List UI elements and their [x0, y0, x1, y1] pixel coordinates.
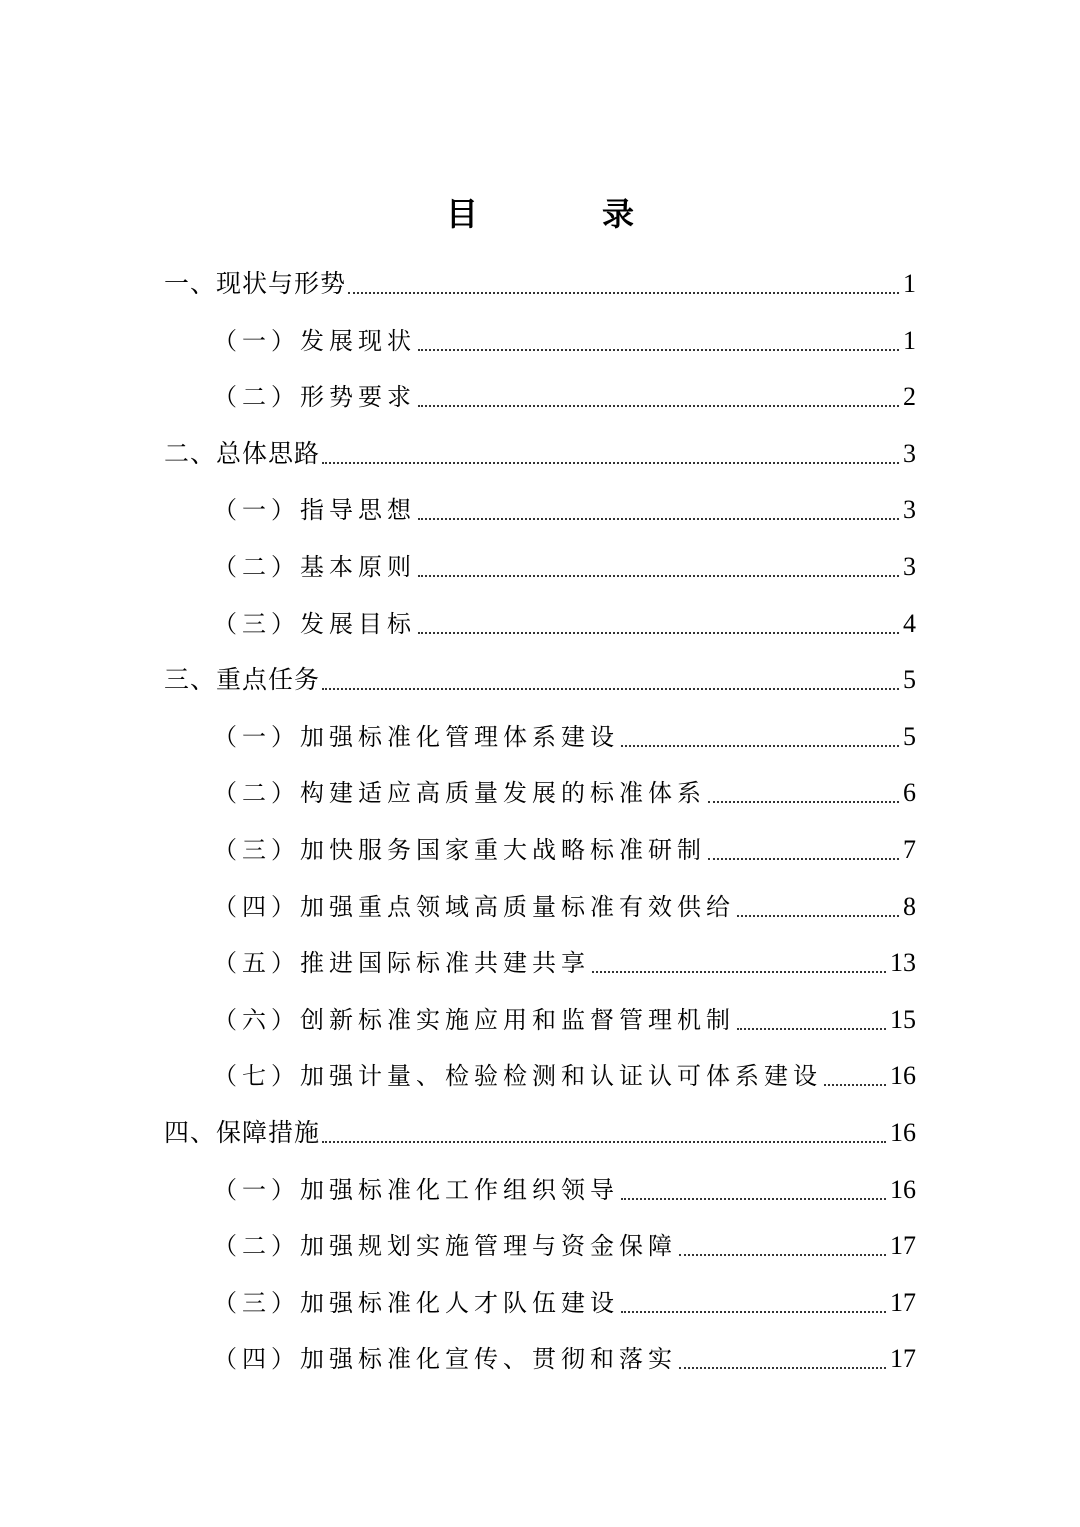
- toc-entry-label: （四）加强标准化宣传、贯彻和落实: [213, 1345, 677, 1374]
- toc-dot-leader: [418, 349, 899, 351]
- toc-subsection-entry[interactable]: [213, 885, 916, 929]
- toc-entry-label: （一）指导思想: [213, 496, 416, 525]
- toc-dot-leader: [418, 575, 899, 577]
- toc-dot-leader: [418, 405, 899, 407]
- toc-page-number: 17: [890, 1287, 916, 1317]
- toc-page-number: 17: [890, 1231, 916, 1261]
- toc-section-entry[interactable]: [164, 1111, 916, 1155]
- toc-entry-label: （二）构建适应高质量发展的标准体系: [213, 779, 706, 808]
- toc-page-number: 7: [903, 835, 916, 864]
- toc-subsection-entry[interactable]: [213, 488, 916, 532]
- toc-subsection-entry[interactable]: [213, 602, 916, 646]
- toc-subsection-entry[interactable]: [213, 771, 916, 815]
- toc-entry-label: （一）加强标准化管理体系建设: [213, 722, 619, 751]
- toc-dot-leader: [737, 915, 899, 917]
- toc-entry-label: （二）基本原则: [213, 553, 416, 581]
- toc-entry-label: （三）发展目标: [213, 609, 416, 638]
- toc-entry-label: （七）加强计量、检验检测和认证认可体系建设: [213, 1062, 822, 1091]
- toc-dot-leader: [322, 462, 899, 464]
- toc-dot-leader: [322, 688, 899, 690]
- toc-entry-label: （二）加强规划实施管理与资金保障: [213, 1232, 677, 1261]
- toc-dot-leader: [708, 858, 899, 860]
- toc-dot-leader: [621, 745, 899, 747]
- toc-subsection-entry[interactable]: [213, 1337, 916, 1381]
- toc-entry-label: （三）加快服务国家重大战略标准研制: [213, 836, 706, 864]
- toc-dot-leader: [322, 1141, 886, 1143]
- toc-page-number: 16: [890, 1118, 916, 1147]
- toc-dot-leader: [418, 518, 899, 520]
- toc-dot-leader: [679, 1254, 886, 1256]
- toc-section-entry[interactable]: [164, 432, 916, 476]
- toc-section-entry[interactable]: [164, 262, 916, 306]
- toc-entry-label: 三、重点任务: [164, 665, 321, 695]
- toc-subsection-entry[interactable]: [213, 715, 916, 759]
- toc-entry-label: （五）推进国际标准共建共享: [213, 949, 590, 978]
- toc-dot-leader: [418, 632, 899, 634]
- toc-entry-label: （三）加强标准化人才队伍建设: [213, 1288, 619, 1317]
- toc-subsection-entry[interactable]: [213, 941, 916, 985]
- toc-dot-leader: [621, 1198, 886, 1200]
- toc-page-number: 5: [903, 721, 916, 751]
- toc-page-number: 4: [903, 608, 916, 638]
- toc-page-number: 15: [890, 1004, 916, 1034]
- toc-entry-label: 一、现状与形势: [164, 269, 347, 298]
- toc-page-number: 3: [903, 552, 916, 581]
- toc-entry-label: （一）发展现状: [213, 326, 416, 355]
- toc-subsection-entry[interactable]: [213, 1054, 916, 1098]
- toc-subsection-entry[interactable]: [213, 319, 916, 363]
- toc-page-number: 17: [890, 1344, 916, 1374]
- toc-dot-leader: [708, 801, 899, 803]
- toc-page-number: 1: [903, 269, 916, 298]
- toc-dot-leader: [592, 971, 886, 973]
- toc-entry-label: 二、总体思路: [164, 438, 321, 468]
- toc-dot-leader: [621, 1311, 886, 1313]
- toc-page-number: 3: [903, 495, 916, 525]
- toc-title: 目 录: [445, 195, 680, 233]
- toc-page-number: 5: [903, 665, 916, 695]
- toc-entry-label: （二）形势要求: [213, 383, 416, 412]
- toc-subsection-entry[interactable]: [213, 375, 916, 419]
- toc-entry-label: （六）创新标准实施应用和监督管理机制: [213, 1005, 735, 1034]
- toc-page-number: 2: [903, 382, 916, 412]
- toc-subsection-entry[interactable]: [213, 545, 916, 589]
- toc-subsection-entry[interactable]: [213, 1168, 916, 1212]
- toc-subsection-entry[interactable]: [213, 828, 916, 872]
- toc-page-number: 6: [903, 778, 916, 808]
- toc-entry-label: （四）加强重点领域高质量标准有效供给: [213, 892, 735, 921]
- toc-page-number: 8: [903, 891, 916, 921]
- toc-page-number: 3: [903, 438, 916, 468]
- toc-section-entry[interactable]: [164, 658, 916, 702]
- toc-dot-leader: [348, 292, 899, 294]
- toc-entry-label: （一）加强标准化工作组织领导: [213, 1175, 619, 1204]
- toc-page-number: 1: [903, 325, 916, 355]
- toc-dot-leader: [824, 1084, 886, 1086]
- toc-page-number: 13: [890, 948, 916, 978]
- toc-dot-leader: [679, 1367, 886, 1369]
- toc-page-number: 16: [890, 1061, 916, 1091]
- toc-page-number: 16: [890, 1174, 916, 1204]
- toc-subsection-entry[interactable]: [213, 1281, 916, 1325]
- toc-subsection-entry[interactable]: [213, 998, 916, 1042]
- toc-subsection-entry[interactable]: [213, 1224, 916, 1268]
- toc-entry-label: 四、保障措施: [164, 1118, 321, 1147]
- toc-dot-leader: [737, 1028, 886, 1030]
